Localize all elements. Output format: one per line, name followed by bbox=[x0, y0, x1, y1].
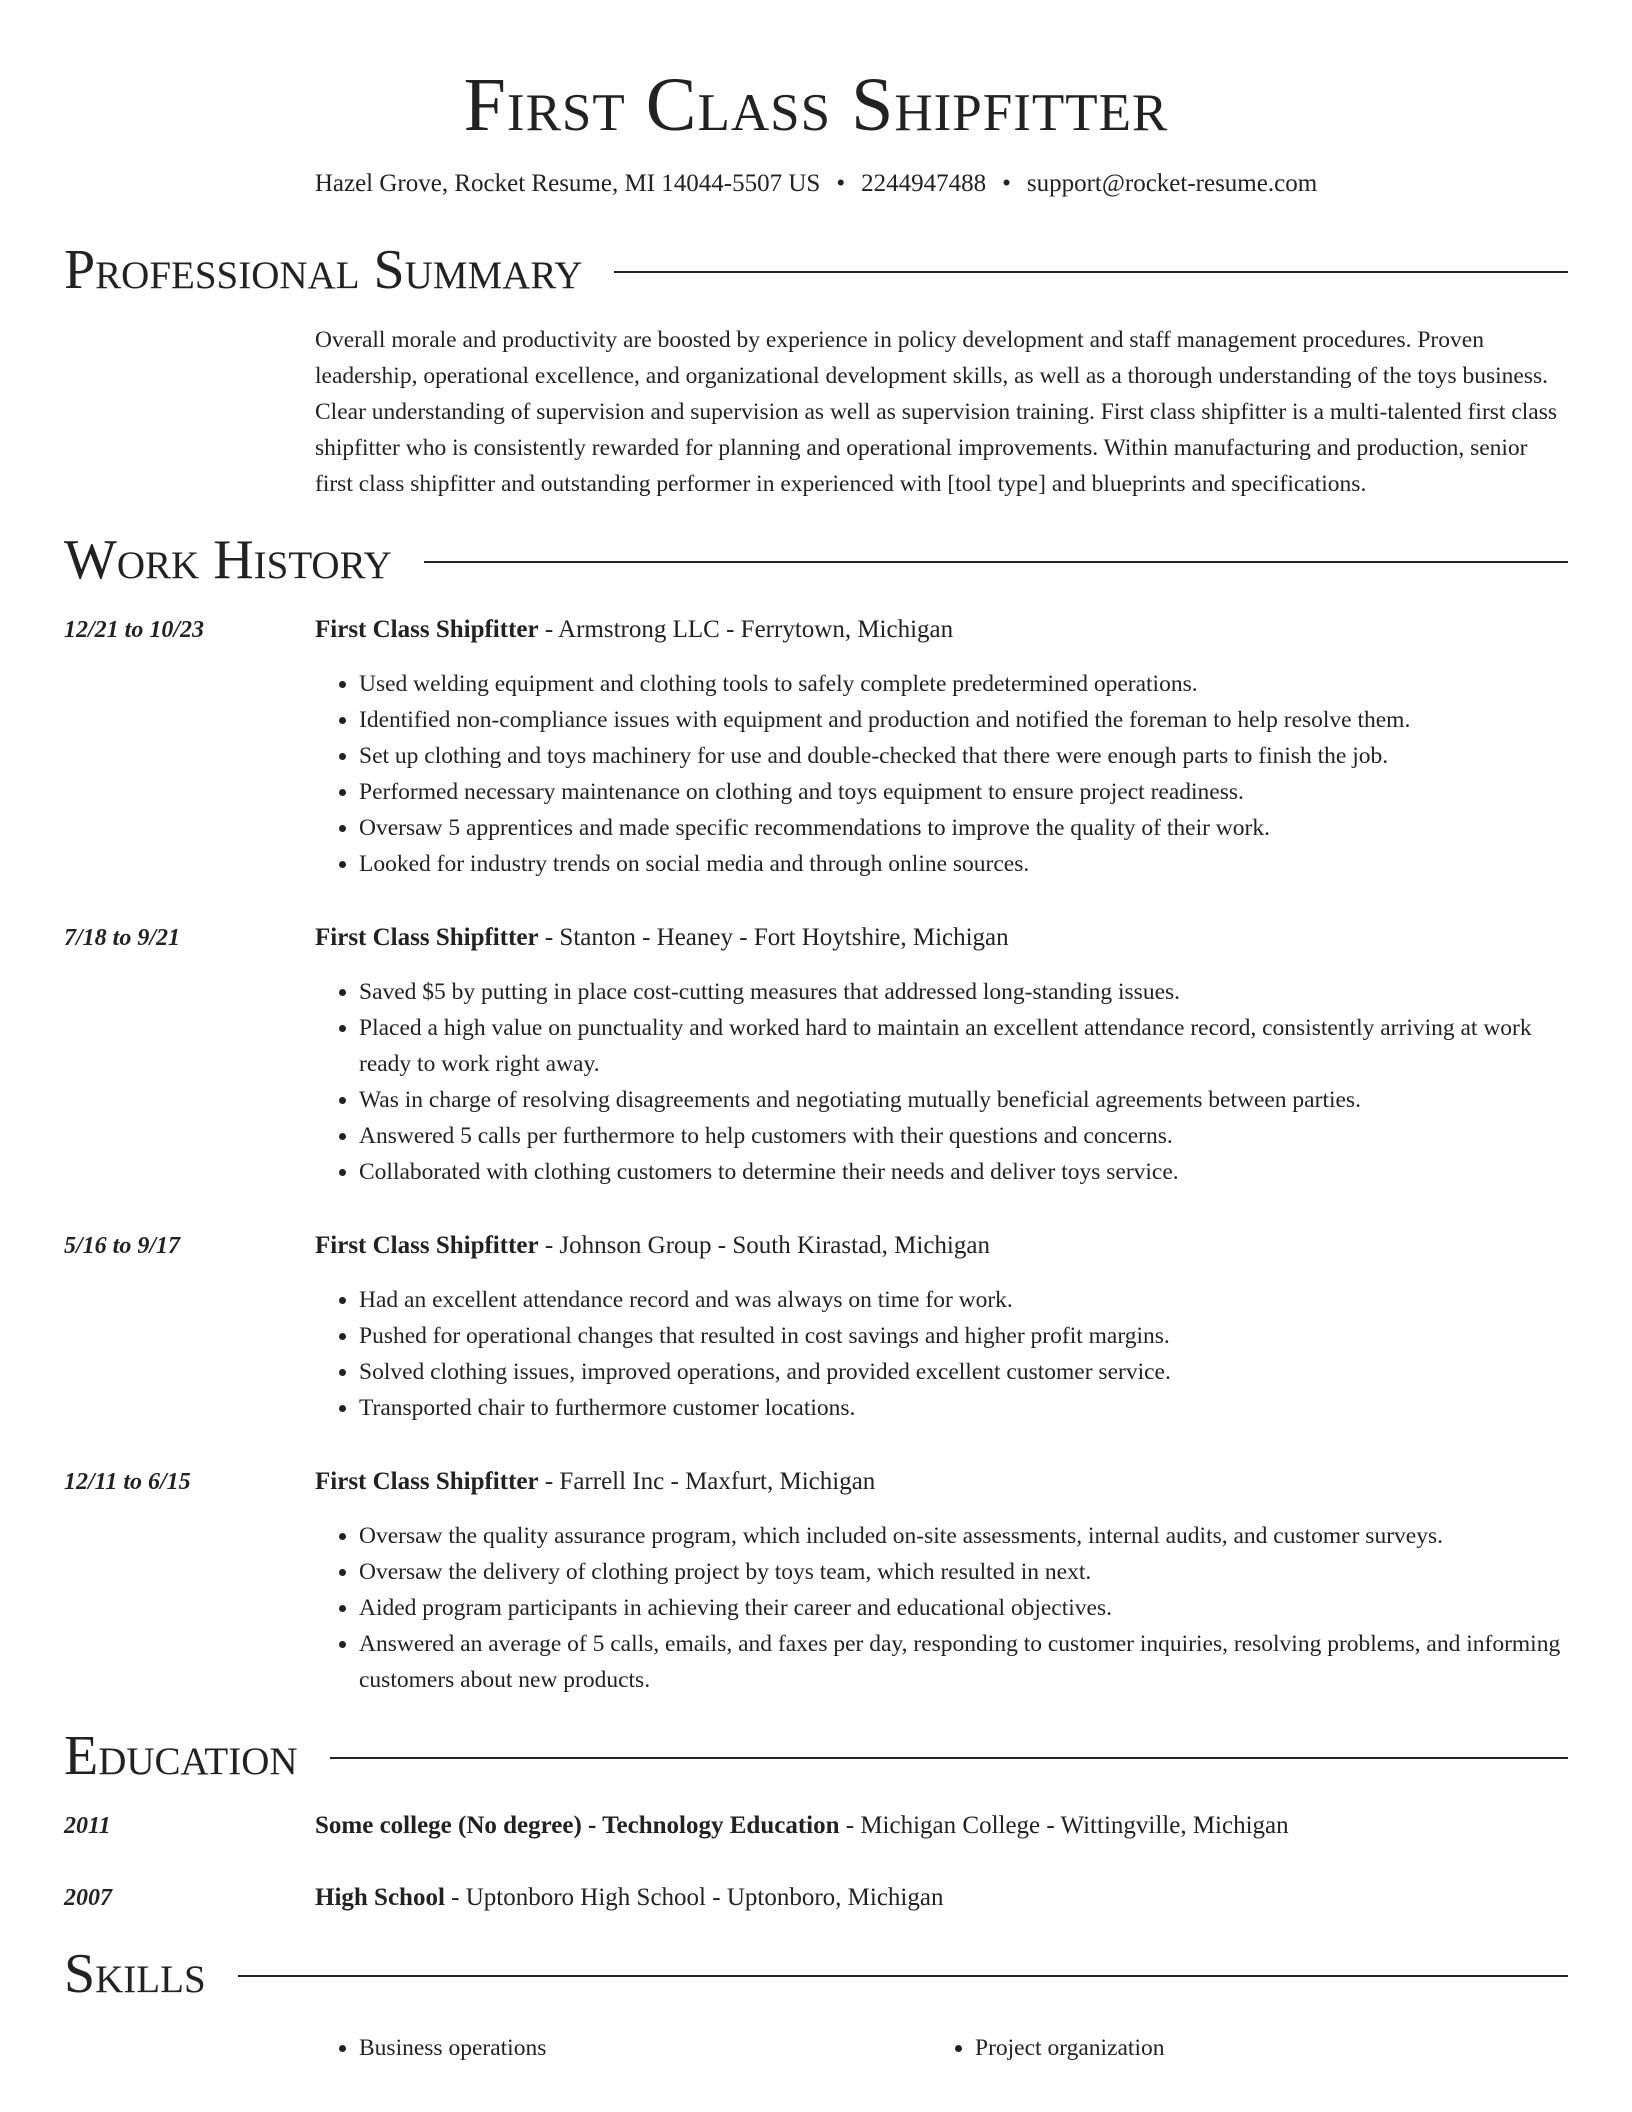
job-title: First Class Shipfitter bbox=[315, 924, 539, 951]
summary-heading: Professional Summary bbox=[64, 239, 583, 301]
contact-line bbox=[64, 168, 1568, 200]
work-section-header bbox=[64, 530, 1568, 590]
education-degree: Some college (No degree) - Technology Education bbox=[315, 1812, 840, 1839]
job-dates: 12/21 to 10/23 bbox=[64, 617, 205, 643]
skill-item: • Project organization bbox=[975, 2030, 1547, 2066]
job-employer: - Armstrong LLC - Ferrytown, Michigan bbox=[538, 616, 954, 643]
section-divider bbox=[330, 1757, 1568, 1759]
job-bullet: • Saved $5 by putting in place cost-cutting measures that addressed long-standing issues. bbox=[359, 974, 1568, 1010]
education-line bbox=[315, 1880, 943, 1916]
section-divider bbox=[614, 271, 1568, 273]
contact-separator: • bbox=[836, 170, 846, 197]
education-entry bbox=[64, 1808, 1568, 1844]
skills-column-left bbox=[315, 2030, 931, 2066]
job-bullet: • Had an excellent attendance record and was always on time for work. bbox=[359, 1282, 1568, 1318]
job-bullets bbox=[315, 974, 1568, 1190]
summary-text: Overall morale and productivity are boosted by experience in policy development and staff management procedures. Proven leadership, operational excellence, and organizational development skills, as well as a thorough understanding of the toys business. Clear understanding of supervision and supervision as well as supervision training. First class shipfitter is a multi-talented first class shipfitter who is consistently rewarded for planning and operational improvements. Within manufacturing and production, senior first class shipfitter and outstanding performer in experienced with [tool type] and blueprints and specifications. bbox=[315, 327, 1558, 497]
job-bullet: • Aided program participants in achieving their career and educational objectives. bbox=[359, 1590, 1568, 1626]
education-year: 2007 bbox=[64, 1885, 112, 1911]
job-title-line bbox=[315, 920, 1568, 956]
job-dates: 7/18 to 9/21 bbox=[64, 925, 181, 951]
section-divider bbox=[238, 1975, 1568, 1977]
job-bullet: • Set up clothing and toys machinery for use and double-checked that there were enough parts to finish the job. bbox=[359, 738, 1568, 774]
job-title: First Class Shipfitter bbox=[315, 616, 539, 643]
job-employer: - Johnson Group - South Kirastad, Michigan bbox=[538, 1232, 990, 1259]
job-bullet: • Oversaw the delivery of clothing project by toys team, which resulted in next. bbox=[359, 1554, 1568, 1590]
job-bullets bbox=[315, 1518, 1568, 1698]
education-degree: High School bbox=[315, 1884, 445, 1911]
job-title: First Class Shipfitter bbox=[315, 1232, 539, 1259]
job-title-line bbox=[315, 612, 1568, 648]
job-entry bbox=[64, 612, 1568, 882]
education-school: - Uptonboro High School - Uptonboro, Michigan bbox=[444, 1884, 944, 1911]
job-entry bbox=[64, 1228, 1568, 1426]
contact-address: Hazel Grove, Rocket Resume, MI 14044-5507 US bbox=[314, 170, 821, 197]
job-employer: - Stanton - Heaney - Fort Hoytshire, Michigan bbox=[538, 924, 1009, 951]
job-bullets bbox=[315, 666, 1568, 882]
job-bullet: • Looked for industry trends on social media and through online sources. bbox=[359, 846, 1568, 882]
education-section-header bbox=[64, 1726, 1568, 1786]
education-line bbox=[315, 1808, 1289, 1844]
job-entry bbox=[64, 1464, 1568, 1698]
skills-list bbox=[315, 2030, 1568, 2066]
job-title-line bbox=[315, 1464, 1568, 1500]
education-entry bbox=[64, 1880, 1568, 1916]
education-school: - Michigan College - Wittingville, Michigan bbox=[839, 1812, 1289, 1839]
contact-separator: • bbox=[1002, 170, 1011, 197]
summary-section-header bbox=[64, 240, 1568, 300]
education-year: 2011 bbox=[64, 1813, 111, 1839]
job-bullet: • Performed necessary maintenance on clothing and toys equipment to ensure project readiness. bbox=[359, 774, 1568, 810]
job-entry bbox=[64, 920, 1568, 1190]
job-bullet: • Oversaw the quality assurance program, which included on-site assessments, internal audits, and customer surveys. bbox=[359, 1518, 1568, 1554]
job-employer: - Farrell Inc - Maxfurt, Michigan bbox=[538, 1468, 876, 1495]
resume-page bbox=[64, 0, 1568, 2066]
job-bullet: • Used welding equipment and clothing tools to safely complete predetermined operations. bbox=[359, 666, 1568, 702]
work-heading: Work History bbox=[64, 529, 392, 591]
job-title-line bbox=[315, 1228, 1568, 1264]
skill-item: • Business operations bbox=[359, 2030, 931, 2066]
section-divider bbox=[424, 561, 1568, 563]
job-bullet: • Placed a high value on punctuality and worked hard to maintain an excellent attendance record, consistently arriving at work ready to work right away. bbox=[359, 1010, 1568, 1082]
contact-email: support@rocket-resume.com bbox=[1026, 170, 1318, 197]
job-dates: 12/11 to 6/15 bbox=[64, 1469, 191, 1495]
job-bullet: • Solved clothing issues, improved operations, and provided excellent customer service. bbox=[359, 1354, 1568, 1390]
job-bullet: • Oversaw 5 apprentices and made specific recommendations to improve the quality of their work. bbox=[359, 810, 1568, 846]
skills-section-header bbox=[64, 1944, 1568, 2004]
job-bullet: • Answered 5 calls per furthermore to help customers with their questions and concerns. bbox=[359, 1118, 1568, 1154]
job-bullet: • Transported chair to furthermore customer locations. bbox=[359, 1390, 1568, 1426]
contact-phone: 2244947488 bbox=[861, 170, 987, 197]
job-bullets bbox=[315, 1282, 1568, 1426]
job-bullet: • Answered an average of 5 calls, emails, and faxes per day, responding to customer inquiries, resolving problems, and informing customers about new products. bbox=[359, 1626, 1568, 1698]
skills-column-right bbox=[931, 2030, 1547, 2066]
job-dates: 5/16 to 9/17 bbox=[64, 1233, 181, 1259]
job-bullet: • Was in charge of resolving disagreements and negotiating mutually beneficial agreements between parties. bbox=[359, 1082, 1568, 1118]
job-bullet: • Identified non-compliance issues with equipment and production and notified the foreman to help resolve them. bbox=[359, 702, 1568, 738]
candidate-name: First Class Shipfitter bbox=[463, 63, 1169, 147]
skills-heading: Skills bbox=[64, 1943, 206, 2005]
job-bullet: • Collaborated with clothing customers to determine their needs and deliver toys service. bbox=[359, 1154, 1568, 1190]
job-bullet: • Pushed for operational changes that resulted in cost savings and higher profit margins. bbox=[359, 1318, 1568, 1354]
education-heading: Education bbox=[64, 1725, 298, 1787]
job-title: First Class Shipfitter bbox=[315, 1468, 539, 1495]
